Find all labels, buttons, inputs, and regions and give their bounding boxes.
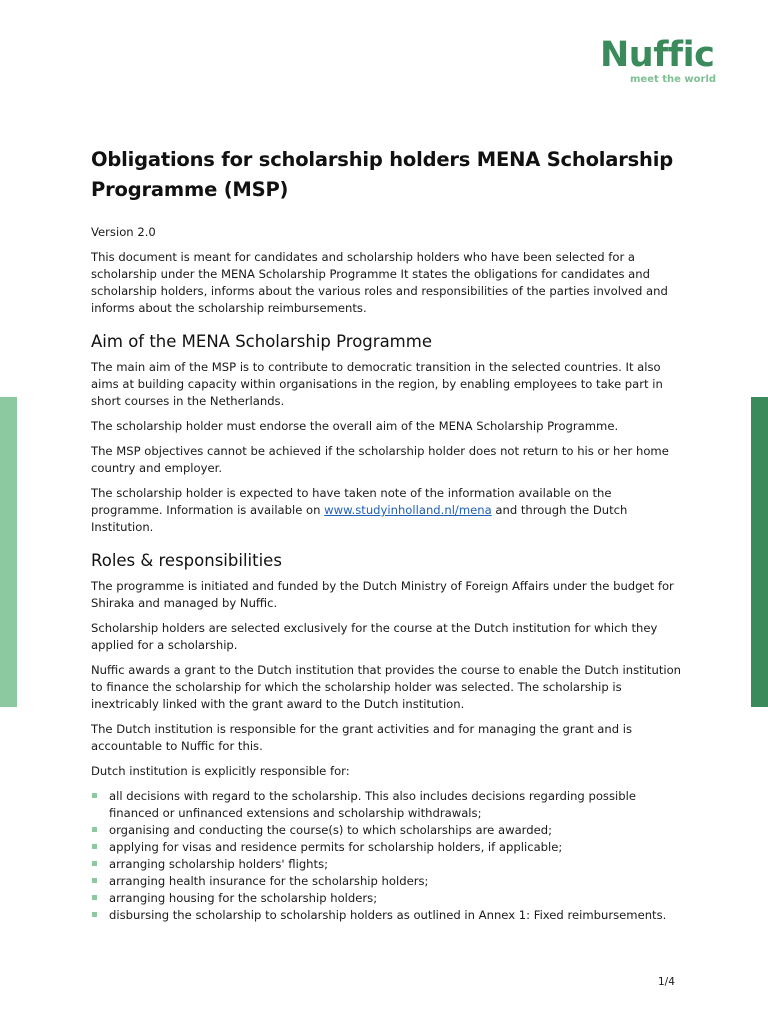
aim-p4-text-before: The scholarship holder is expected to have taken note of the information available on the programme. Information is available on	[91, 486, 612, 517]
logo-wordmark: Nuffic	[600, 35, 715, 75]
bullet-square-icon	[92, 861, 97, 866]
studyinholland-link[interactable]: www.studyinholland.nl/mena	[324, 503, 492, 517]
aim-paragraph-1: The main aim of the MSP is to contribute to democratic transition in the selected countries. It also aims at building capacity within organisations in the region, by enabling employees to take part in short courses in the Netherlands.	[91, 360, 663, 408]
intro-paragraph: This document is meant for candidates and scholarship holders who have been selected for a scholarship under the MENA Scholarship Programme It states the obligations for candidates and scholarship holders, informs about the various roles and responsibilities of the parties involved and informs about the scholarship reimbursements.	[91, 250, 668, 315]
left-accent-bar	[0, 397, 17, 707]
list-item: arranging health insurance for the scholarship holders;	[91, 873, 685, 890]
list-item: organising and conducting the course(s) to which scholarships are awarded;	[91, 822, 685, 839]
list-item: arranging scholarship holders' flights;	[91, 856, 685, 873]
list-item: applying for visas and residence permits for scholarship holders, if applicable;	[91, 839, 685, 856]
nuffic-logo	[600, 36, 740, 86]
roles-paragraph-2: Scholarship holders are selected exclusively for the course at the Dutch institution for which they applied for a scholarship.	[91, 621, 658, 652]
bullet-square-icon	[92, 878, 97, 883]
list-item: arranging housing for the scholarship holders;	[91, 890, 685, 907]
roles-paragraph-4: The Dutch institution is responsible for the grant activities and for managing the grant and is accountable to Nuffic for this.	[91, 722, 633, 753]
version-label: Version 2.0	[91, 225, 156, 239]
right-accent-bar	[751, 397, 768, 707]
logo-tagline: meet the world	[630, 74, 717, 85]
aim-heading: Aim of the MENA Scholarship Programme	[91, 332, 432, 351]
roles-heading: Roles & responsibilities	[91, 551, 282, 570]
bullet-square-icon	[92, 827, 97, 832]
bullet-square-icon	[92, 844, 97, 849]
roles-paragraph-1: The programme is initiated and funded by the Dutch Ministry of Foreign Affairs under the budget for Shiraka and managed by Nuffic.	[91, 579, 674, 610]
aim-paragraph-2: The scholarship holder must endorse the overall aim of the MENA Scholarship Programme.	[91, 419, 619, 433]
list-item: all decisions with regard to the scholarship. This also includes decisions regarding possible financed or unfinanced extensions and scholarship withdrawals;	[91, 788, 685, 822]
responsibilities-list	[91, 788, 685, 924]
aim-paragraph-4	[91, 485, 685, 536]
roles-paragraph-3: Nuffic awards a grant to the Dutch institution that provides the course to enable the Dutch institution to finance the scholarship for which the scholarship holder was selected. The scholarship is inextricably linked with the grant award to the Dutch institution.	[91, 663, 682, 711]
page-number: 1/4	[658, 976, 675, 988]
bullet-square-icon	[92, 912, 97, 917]
bullet-square-icon	[92, 793, 97, 798]
document-body	[91, 145, 685, 924]
aim-paragraph-3: The MSP objectives cannot be achieved if the scholarship holder does not return to his or her home country and employer.	[91, 444, 669, 475]
list-item: disbursing the scholarship to scholarship holders as outlined in Annex 1: Fixed reimbursements.	[91, 907, 685, 924]
roles-paragraph-5: Dutch institution is explicitly responsible for:	[91, 764, 350, 778]
bullet-square-icon	[92, 895, 97, 900]
aim-p4-text-after: and through the Dutch Institution.	[91, 503, 628, 534]
document-title: Obligations for scholarship holders MENA Scholarship Programme (MSP)	[91, 148, 673, 201]
